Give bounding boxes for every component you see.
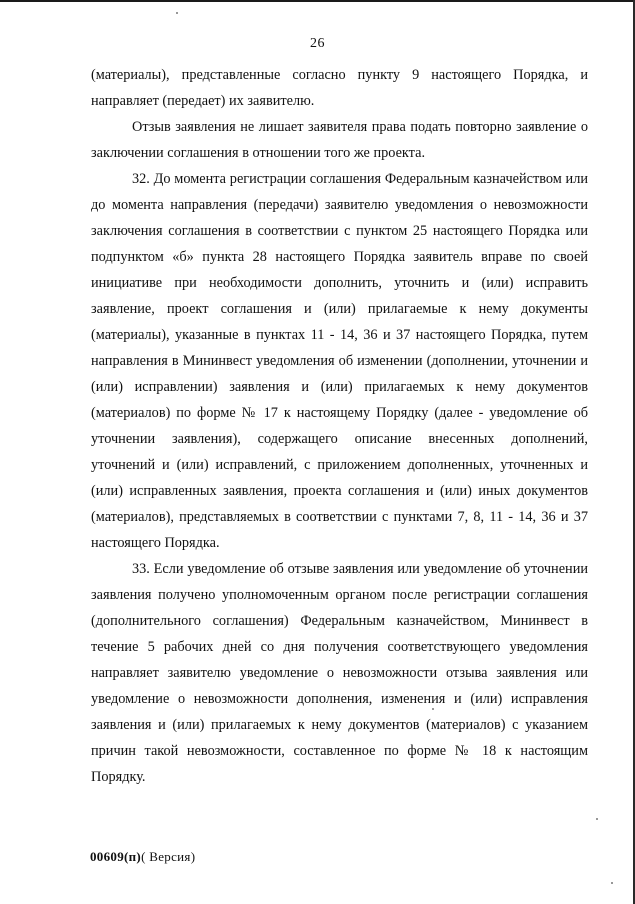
scan-speck: [611, 882, 613, 884]
document-body: [91, 62, 588, 790]
scan-speck: [596, 818, 598, 820]
footer-code: 00609(п): [90, 849, 142, 864]
paragraph-clause-33: 33. Если уведомление об отзыве заявления или уведомление об уточнении заявления получено уполномоченным органом после регистрации соглашения (дополнительного соглашения) Федеральным казначейством, Мининвест в течение 5 рабочих дней со дня получения соответствующего уведомления направляет заявителю уведомление о невозможности отзыва заявления или уведомление о невозможности дополнения, изменения и (или) исправления заявления и (или) прилагаемых к нему документов (материалов) с указанием причин такой невозможности, составленное по форме № 18 к настоящим Порядку.: [91, 561, 588, 785]
footer-document-code: [90, 849, 195, 865]
page-number: 26: [310, 36, 325, 51]
paragraph-continuation: (материалы), представленные согласно пункту 9 настоящего Порядка, и направляет (передает) их заявителю.: [91, 67, 588, 109]
scan-speck: [176, 12, 178, 14]
scan-edge-top: [0, 0, 635, 2]
footer-version: ( Версия): [141, 849, 196, 864]
paragraph-clause-32: 32. До момента регистрации соглашения Федеральным казначейством или до момента направления (передачи) заявителю уведомления о невозможности заключения соглашения в соответствии с пунктом 25 настоящего Порядка или подпунктом «б» пункта 28 настоящего Порядка заявитель вправе по своей инициативе при необходимости дополнить, уточнить и (или) исправить заявление, проект соглашения и (или) прилагаемые к нему документы (материалы), указанные в пунктах 11 - 14, 36 и 37 настоящего Порядка, путем направления в Мининвест уведомления об изменении (дополнении, уточнении и (или) исправлении) заявления и (или) прилагаемых к нему документов (материалов) по форме № 17 к настоящему Порядку (далее - уведомление об уточнении заявления), содержащего описание внесенных дополнений, уточнений и (или) исправлений, с приложением дополненных, уточненных и (или) исправленных заявления, проекта соглашения и (или) иных документов (материалов), представляемых в соответствии с пунктами 7, 8, 11 - 14, 36 и 37 настоящего Порядка.: [91, 171, 588, 551]
scan-speck: [432, 708, 434, 710]
paragraph-withdrawal-note: Отзыв заявления не лишает заявителя права подать повторно заявление о заключении соглашения в отношении того же проекта.: [91, 119, 588, 161]
